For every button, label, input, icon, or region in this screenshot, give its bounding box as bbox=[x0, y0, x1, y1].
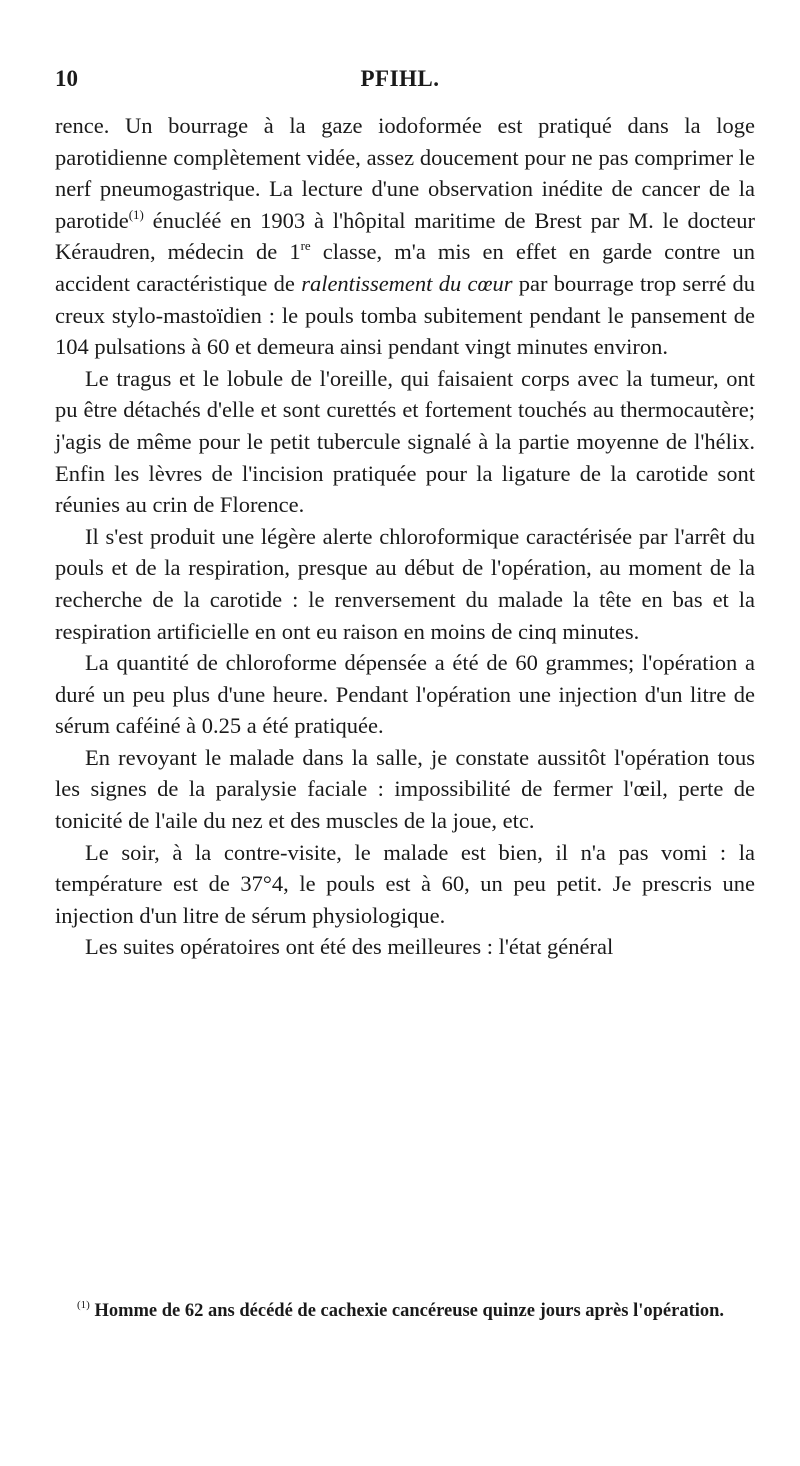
ordinal-suffix: re bbox=[300, 238, 311, 254]
paragraph-6: Le soir, à la contre-visite, le malade est bien, il n'a pas vomi : la température est de 37°4, le pouls est à 60, un peu petit. Je prescris une injection d'un litre de sérum physiologique. bbox=[55, 839, 755, 928]
paragraph-2: Le tragus et le lobule de l'oreille, qui faisaient corps avec la tumeur, ont pu être détachés d'elle et sont curettés et fortement touchés au thermocautère; j'agis de même pour le petit tubercule signalé à la partie moyenne de l'hélix. Enfin les lèvres de l'incision pratiquée pour la ligature de la carotide sont réunies au crin de Florence. bbox=[55, 365, 755, 518]
footnote bbox=[55, 1298, 755, 1325]
paragraph-1-part-a: rence. Un bourrage à la gaze iodoformée est pratiqué dans la loge parotidienne complètement vidée, assez doucement pour ne pas comprimer le nerf pneumogastrique. La lecture d'une observation inédite de cancer de la parotide bbox=[55, 113, 755, 233]
paragraph-5: En revoyant le malade dans la salle, je constate aussitôt l'opération tous les signes de la paralysie faciale : impossibilité de fermer l'œil, perte de tonicité de l'aile du nez et des muscles de la joue, etc. bbox=[55, 744, 755, 834]
footnote-marker: (1) bbox=[77, 1299, 90, 1311]
footnote-text: Homme de 62 ans décédé de cachexie cancéreuse quinze jours après l'opération. bbox=[89, 1301, 725, 1321]
running-head: PFIHL. bbox=[360, 66, 440, 91]
page-header bbox=[55, 66, 745, 96]
paragraph-1 bbox=[55, 110, 755, 363]
paragraph-4: La quantité de chloroforme dépensée a été de 60 grammes; l'opération a duré un peu plus d'une heure. Pendant l'opération une injection d'un litre de sérum caféiné à 0.25 a été pratiquée. bbox=[55, 650, 755, 739]
paragraph-1-part-d: par bourrage trop serré du creux stylo-mastoïdien : le pouls tomba subitement pendant le pansement de 104 pulsations à 60 et demeura ainsi pendant vingt minutes environ. bbox=[55, 270, 756, 360]
paragraph-1-part-c: classe, m'a mis en effet en garde contre un accident caractéristique de bbox=[55, 239, 755, 296]
paragraph-7: Les suites opératoires ont été des meilleures : l'état général bbox=[85, 934, 614, 960]
paragraph-1-part-b: énucléé en 1903 à l'hôpital maritime de Brest par M. le docteur Kéraudren, médecin de bbox=[55, 207, 755, 265]
paragraph-3: Il s'est produit une légère alerte chloroformique caractérisée par l'arrêt du pouls et de la respiration, presque au début de l'opération, au moment de la recherche de la carotide : le renversement du malade la tête en bas et la respiration artificielle en ont eu raison en moins de cinq minutes. bbox=[55, 523, 755, 644]
page-number: 10 bbox=[55, 66, 78, 91]
italic-phrase: ralentissement du cœur bbox=[301, 270, 513, 296]
body-text bbox=[55, 110, 755, 963]
ordinal-number: 1 bbox=[289, 239, 301, 265]
footnote-reference: (1) bbox=[128, 206, 144, 222]
